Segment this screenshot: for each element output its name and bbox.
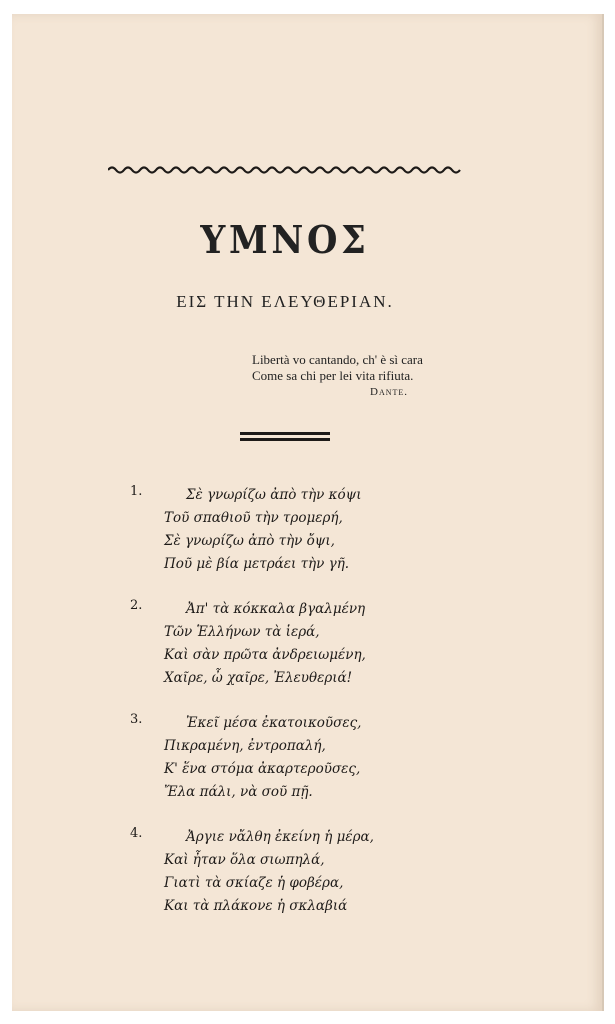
verse-line: Καὶ ἦταν ὅλα σιωπηλά, xyxy=(164,852,325,868)
epigraph-line: Libertà vo cantando, ch' è sì cara xyxy=(252,352,423,367)
verse-line: Ἐκεῖ μέσα ἐκατοικοῦσες, xyxy=(186,715,362,731)
verse-line: Τῶν Ἑλλήνων τὰ ἱερά, xyxy=(164,624,320,640)
epigraph xyxy=(252,352,482,400)
book-page xyxy=(12,14,604,1011)
stanza-2 xyxy=(130,598,490,690)
stanza-number: 4. xyxy=(130,826,143,841)
verse-line: Καὶ σὰν πρῶτα ἀνδρειωμένη, xyxy=(164,647,366,663)
verse-line: Και τὰ πλάκονε ἡ σκλαβιά xyxy=(164,898,348,914)
verse-line: Ποῦ μὲ βία μετράει τὴν γῆ. xyxy=(164,556,350,572)
wavy-ornament xyxy=(108,164,462,176)
epigraph-author: Dante. xyxy=(370,386,409,398)
page-title: ΥΜΝΟΣ xyxy=(200,217,370,262)
poem-body xyxy=(130,484,490,940)
stanza-number: 1. xyxy=(130,484,143,499)
verse-line: Ἔλα πάλι, νὰ σοῦ πῇ. xyxy=(164,784,313,800)
stanza-number: 2. xyxy=(130,598,143,613)
verse-line: Ἀργιε νἄλθη ἐκείνη ἡ μέρα, xyxy=(186,829,374,845)
verse-line: Χαῖρε, ὦ χαῖρε, Ἐλευθεριά! xyxy=(164,670,353,686)
verse-line: Ἀπ' τὰ κόκκαλα βγαλμένη xyxy=(186,601,366,617)
page-subtitle: ΕΙΣ ΤΗΝ ΕΛΕΥΘΕΡΙΑΝ. xyxy=(176,292,394,311)
verse-line: Κ' ἕνα στόμα ἀκαρτεροῦσες, xyxy=(164,761,361,777)
double-rule-divider xyxy=(240,432,330,442)
stanza-4 xyxy=(130,826,490,918)
verse-line: Πικραμένη, ἐντροπαλή, xyxy=(164,738,326,754)
verse-line: Σὲ γνωρίζω ἀπὸ τὴν ὄψι, xyxy=(164,533,335,549)
verse-line: Γιατὶ τὰ σκίαζε ἡ φοβέρα, xyxy=(164,875,344,891)
stanza-number: 3. xyxy=(130,712,143,727)
verse-line: Τοῦ σπαθιοῦ τὴν τρομερή, xyxy=(164,510,343,526)
stanza-1 xyxy=(130,484,490,576)
epigraph-line: Come sa chi per lei vita rifiuta. xyxy=(252,368,414,383)
stanza-3 xyxy=(130,712,490,804)
verse-line: Σὲ γνωρίζω ἀπὸ τὴν κόψι xyxy=(186,487,362,503)
